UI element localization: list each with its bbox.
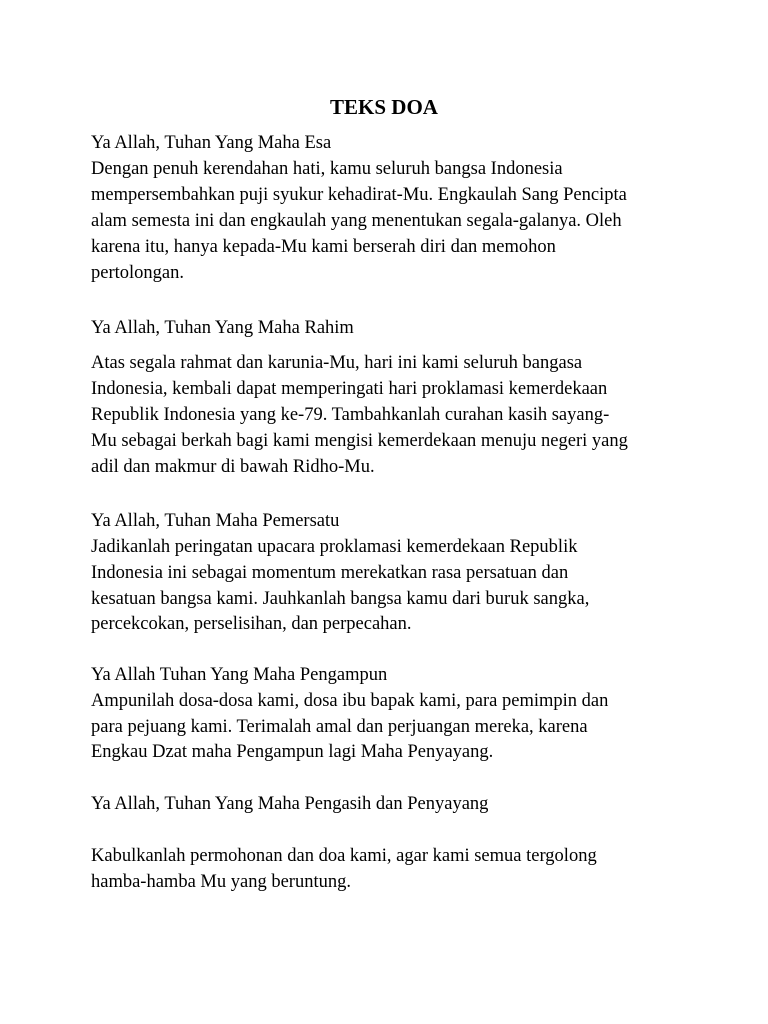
prayer-heading: Ya Allah, Tuhan Yang Maha Rahim: [91, 318, 354, 338]
prayer-heading: Ya Allah, Tuhan Yang Maha Pengasih dan Penyayang: [91, 794, 489, 814]
text-line: Kabulkanlah permohonan dan doa kami, agar kami semua tergolong: [91, 846, 597, 866]
text-line: para pejuang kami. Terimalah amal dan perjuangan mereka, karena: [91, 717, 588, 737]
text-line: Atas segala rahmat dan karunia-Mu, hari ini kami seluruh bangasa: [91, 353, 583, 373]
document-title: TEKS DOA: [330, 95, 438, 119]
prayer-heading: Ya Allah Tuhan Yang Maha Pengampun: [91, 665, 388, 685]
text-line: Jadikanlah peringatan upacara proklamasi kemerdekaan Republik: [91, 537, 578, 557]
prayer-heading: Ya Allah, Tuhan Yang Maha Esa: [91, 133, 332, 153]
text-line: Mu sebagai berkah bagi kami mengisi kemerdekaan menuju negeri yang: [91, 431, 628, 451]
text-line: mempersembahkan puji syukur kehadirat-Mu. Engkaulah Sang Pencipta: [91, 185, 627, 205]
text-line: pertolongan.: [91, 263, 184, 283]
text-line: karena itu, hanya kepada-Mu kami berserah diri dan memohon: [91, 237, 556, 257]
text-line: Republik Indonesia yang ke-79. Tambahkanlah curahan kasih sayang-: [91, 405, 610, 425]
text-line: Dengan penuh kerendahan hati, kamu seluruh bangsa Indonesia: [91, 159, 563, 179]
prayer-heading: Ya Allah, Tuhan Maha Pemersatu: [91, 511, 340, 531]
text-line: alam semesta ini dan engkaulah yang menentukan segala-galanya. Oleh: [91, 211, 622, 231]
text-line: adil dan makmur di bawah Ridho-Mu.: [91, 457, 375, 477]
text-line: Ampunilah dosa-dosa kami, dosa ibu bapak kami, para pemimpin dan: [91, 691, 609, 711]
text-line: Engkau Dzat maha Pengampun lagi Maha Penyayang.: [91, 742, 494, 762]
text-line: Indonesia ini sebagai momentum merekatkan rasa persatuan dan: [91, 563, 569, 583]
text-line: percekcokan, perselisihan, dan perpecahan.: [91, 614, 412, 634]
text-line: kesatuan bangsa kami. Jauhkanlah bangsa kamu dari buruk sangka,: [91, 589, 590, 609]
text-line: Indonesia, kembali dapat memperingati hari proklamasi kemerdekaan: [91, 379, 608, 399]
text-line: hamba-hamba Mu yang beruntung.: [91, 872, 351, 892]
